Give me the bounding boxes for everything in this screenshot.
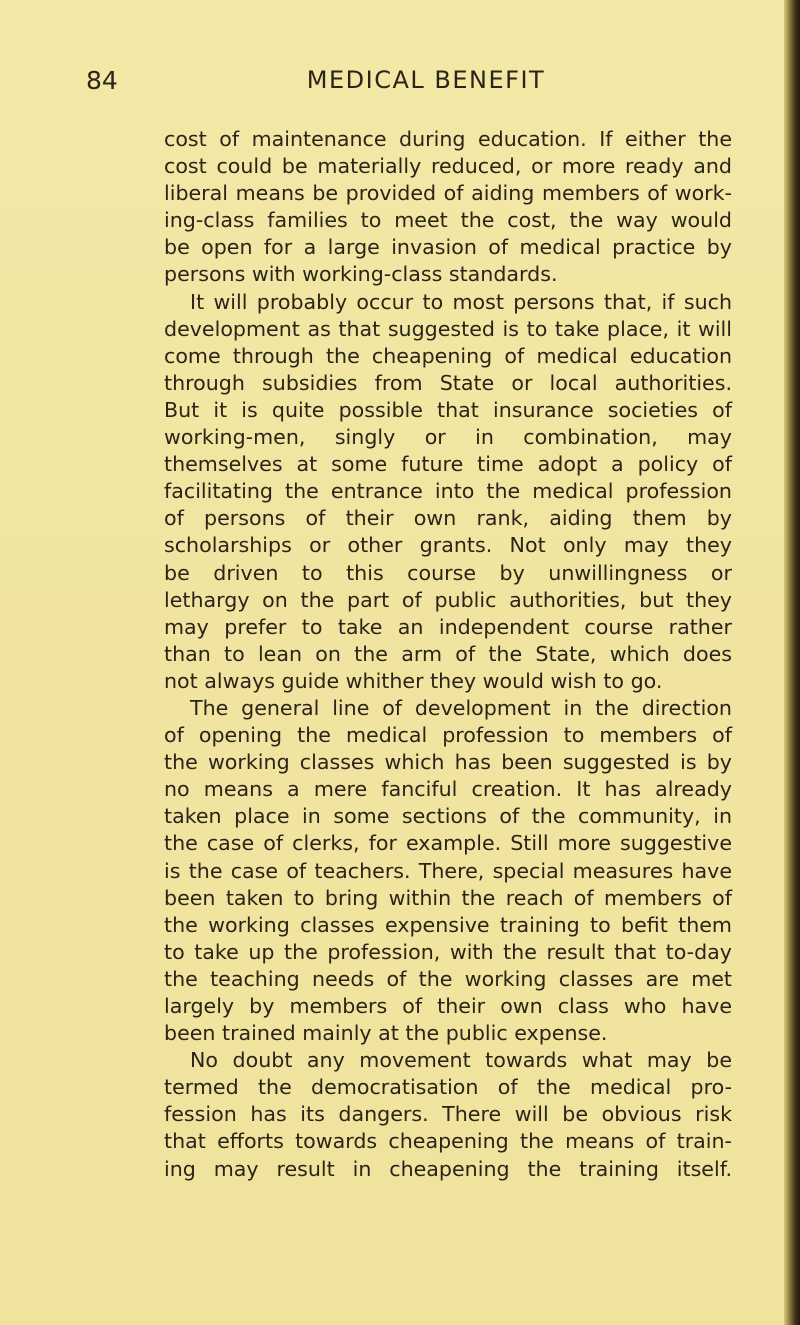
text-line: may prefer to take an independent course rather — [164, 614, 732, 639]
text-line: ing-class families to meet the cost, the way would — [164, 208, 732, 233]
text-line: cost of maintenance during education. If either the — [164, 127, 732, 151]
text-line: come through the cheapening of medical education — [164, 343, 732, 368]
text-line: that efforts towards cheapening the means of train- — [164, 1129, 732, 1154]
text-line: of opening the medical profession to members of — [164, 723, 732, 748]
text-line: The general line of development in the direction — [190, 695, 732, 720]
text-line: persons with working-class standards. — [164, 262, 558, 287]
page-edge-shadow — [784, 0, 800, 1325]
text-line: been taken to bring within the reach of members of — [164, 885, 732, 910]
text-line: the working classes expensive training to befit them — [164, 912, 732, 937]
page-header — [86, 66, 766, 100]
text-line: through subsidies from State or local authorities. — [164, 370, 732, 395]
text-line: fession has its dangers. There will be obvious risk — [164, 1102, 732, 1127]
text-line: taken place in some sections of the community, in — [164, 804, 732, 829]
text-line: of persons of their own rank, aiding them by — [164, 506, 732, 531]
text-line: not always guide whither they would wish to go. — [164, 668, 663, 693]
text-line: be open for a large invasion of medical practice by — [164, 235, 732, 260]
text-line: scholarships or other grants. Not only may they — [164, 533, 732, 558]
text-line: cost could be materially reduced, or more ready and — [164, 154, 732, 179]
text-line: lethargy on the part of public authorities, but they — [164, 587, 732, 612]
text-line: development as that suggested is to take place, it will — [164, 316, 732, 341]
text-line: the working classes which has been suggested is by — [164, 750, 732, 775]
text-line: to take up the profession, with the result that to-day — [164, 939, 732, 964]
text-line: is the case of teachers. There, special measures have — [164, 858, 732, 883]
text-line: themselves at some future time adopt a policy of — [164, 452, 732, 477]
text-line: No doubt any movement towards what may be — [190, 1048, 732, 1073]
text-line: But it is quite possible that insurance societies of — [164, 397, 732, 422]
running-head: MEDICAL BENEFIT — [306, 66, 546, 94]
text-line: liberal means be provided of aiding members of work- — [164, 181, 732, 206]
text-line: than to lean on the arm of the State, which does — [164, 641, 732, 666]
text-line: the case of clerks, for example. Still more suggestive — [164, 831, 732, 856]
text-line: largely by members of their own class who have — [164, 994, 732, 1018]
body-text — [164, 126, 732, 1183]
text-line: ing may result in cheapening the training itself. — [164, 1156, 732, 1181]
text-line: working-men, singly or in combination, may — [164, 425, 732, 450]
text-line: be driven to this course by unwillingness or — [164, 560, 732, 585]
text-line: the teaching needs of the working classes are met — [164, 966, 732, 991]
text-line: termed the democratisation of the medical pro- — [164, 1075, 732, 1100]
text-line: been trained mainly at the public expense. — [164, 1021, 608, 1046]
text-line: facilitating the entrance into the medical profession — [164, 479, 732, 504]
text-line: It will probably occur to most persons that, if such — [190, 289, 732, 314]
page-number: 84 — [86, 66, 118, 95]
text-line: no means a mere fanciful creation. It has already — [164, 777, 732, 802]
